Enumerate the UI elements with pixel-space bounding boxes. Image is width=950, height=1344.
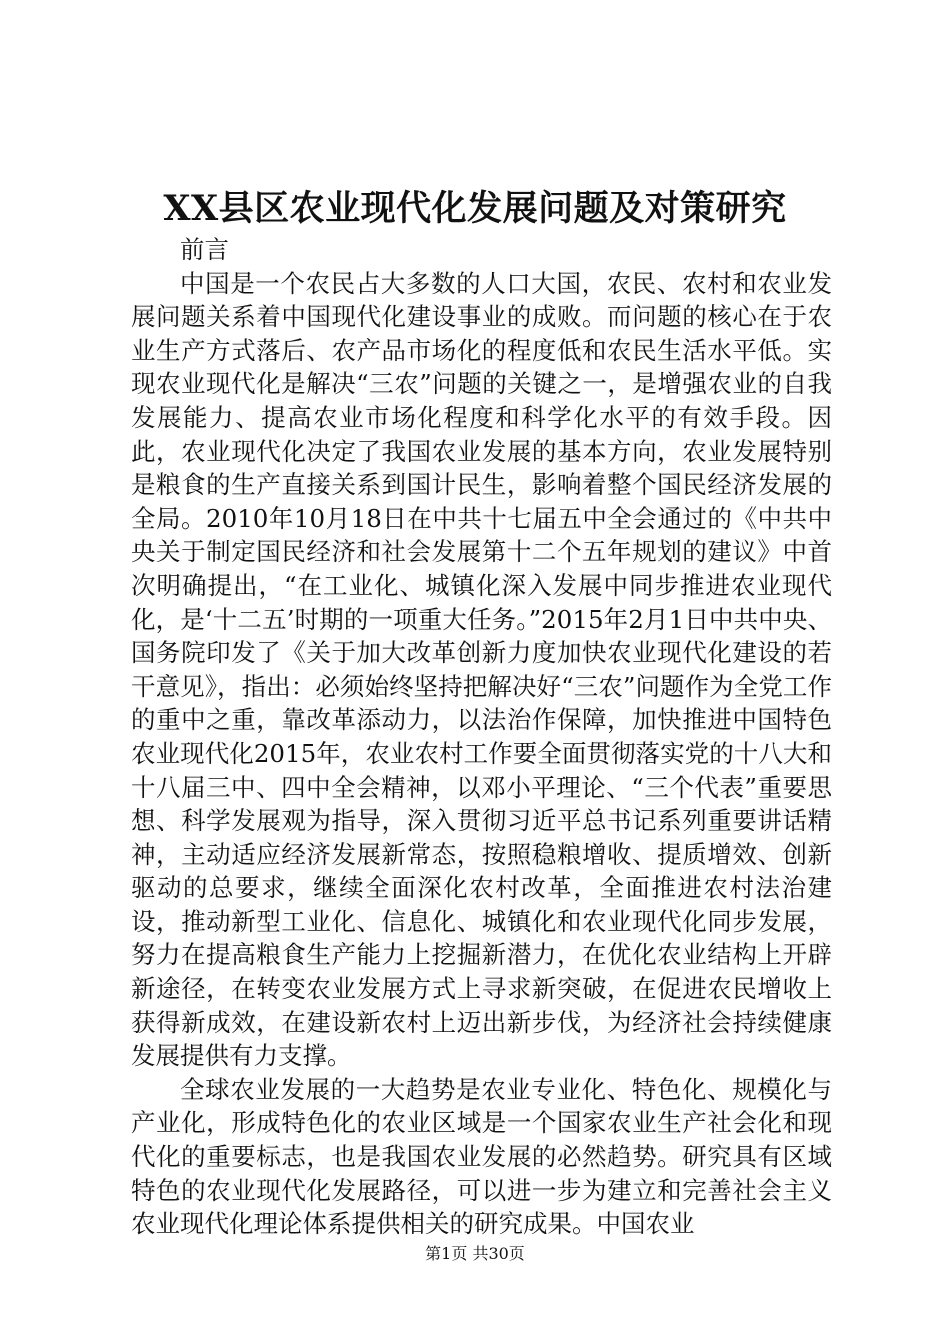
document-body <box>131 233 832 1241</box>
page-footer: 第1页 共30页 <box>425 1244 525 1263</box>
document-title: XX县区农业现代化发展问题及对策研究 <box>163 188 787 229</box>
body-paragraph: 中国是一个农民占大多数的人口大国，农民、农村和农业发展问题关系着中国现代化建设事业的成败。而问题的核心在于农业生产方式落后、农产品市场化的程度低和农民生活水平低。实现农业现代化是解决“三农”问题的关键之一，是增强农业的自我发展能力、提高农业市场化程度和科学化水平的有效手段。因此，农业现代化决定了我国农业发展的基本方向，农业发展特别是粮食的生产直接关系到国计民生，影响着整个国民经济发展的全局。2010年10月18日在中共十七届五中全会通过的《中共中央关于制定国民经济和社会发展第十二个五年规划的建议》中首次明确提出，“在工业化、城镇化深入发展中同步推进农业现代化，是‘十二五’时期的一项重大任务。”2015年2月1日中共中央、国务院印发了《关于加大改革创新力度加快农业现代化建设的若干意见》，指出：必须始终坚持把解决好“三农”问题作为全党工作的重中之重，靠改革添动力，以法治作保障，加快推进中国特色农业现代化2015年，农业农村工作要全面贯彻落实党的十八大和十八届三中、四中全会精神，以邓小平理论、“三个代表”重要思想、科学发展观为指导，深入贯彻习近平总书记系列重要讲话精神，主动适应经济发展新常态，按照稳粮增收、提质增效、创新驱动的总要求，继续全面深化农村改革，全面推进农村法治建设，推动新型工业化、信息化、城镇化和农业现代化同步发展，努力在提高粮食生产能力上挖掘新潜力，在优化农业结构上开辟新途径，在转变农业发展方式上寻求新突破，在促进农民增收上获得新成效，在建设新农村上迈出新步伐，为经济社会持续健康发展提供有力支撑。 <box>131 268 832 1071</box>
section-heading-preface: 前言 <box>180 235 229 264</box>
body-paragraph: 全球农业发展的一大趋势是农业专业化、特色化、规模化与产业化，形成特色化的农业区域是一个国家农业生产社会化和现代化的重要标志，也是我国农业发展的必然趋势。研究具有区域特色的农业现代化发展路径，可以进一步为建立和完善社会主义农业现代化理论体系提供相关的研究成果。中国农业 <box>131 1074 832 1239</box>
